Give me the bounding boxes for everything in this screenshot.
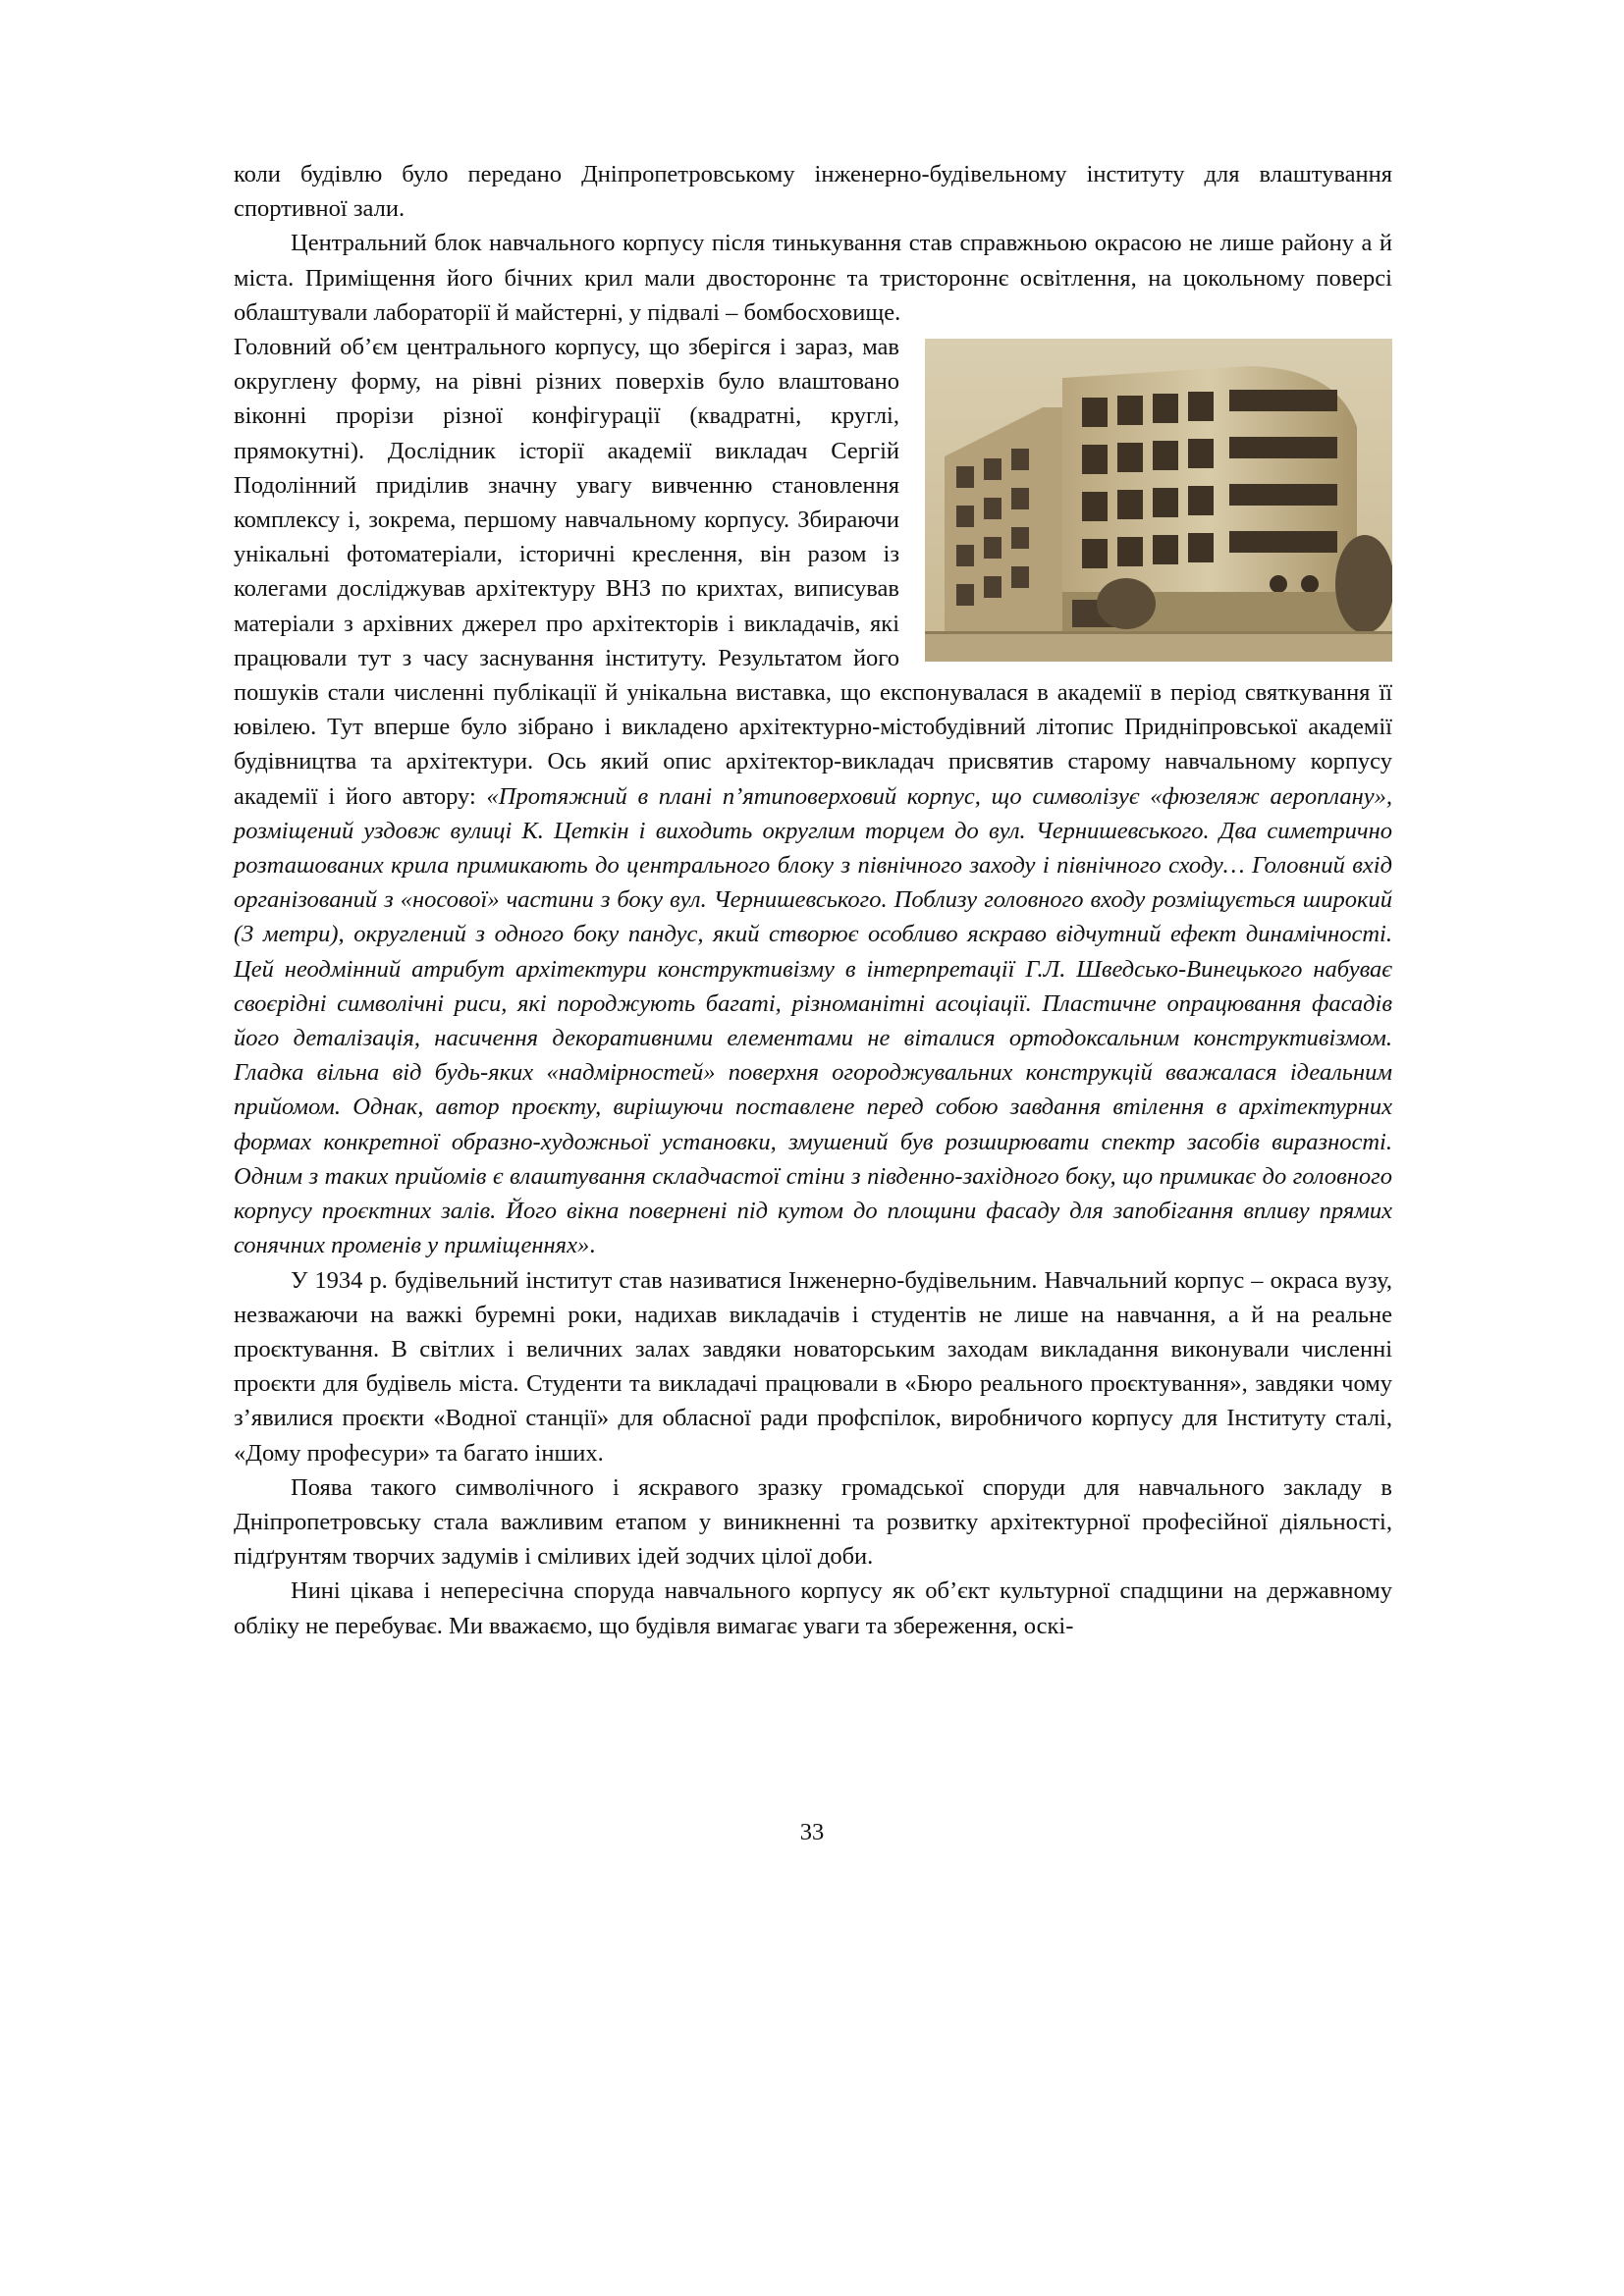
paragraph-main-volume [234,330,1392,1262]
page-number: 33 [799,1819,825,1845]
paragraph-main-volume-text: Головний об’єм центрального корпусу, що зберігся і зараз, мав округлену форму, на рівні різних поверхів було влаштовано віконні прорізи різної конфігурації (квадратні, круглі, прямокутні). Дослідник історії академії викладач Сергій Подолінний приділив значну увагу вивченню становлення комплексу і, зокрема, першому навчальному корпусу. Збираючи унікальні фотоматеріали, історичні креслення, він разом із колегами досліджував архітектуру ВНЗ по крихтах, виписував матеріали з архівних джерел про архітекторів і викладачів, які працювали тут з часу заснування інституту. Результатом його пошуків стали численні публікації й унікальна виставка, що експонувалася в академії в період святкування її ювілею. Тут вперше було зібрано і викладено архітектурно-містобудівний літопис Придніпровської академії будівництва та архітектури. Ось який опис архітектор-викладач присвятив старому навчальному корпусу академії і його автору: [234,334,1392,810]
paragraph-1934: У 1934 р. будівельний інститут став називатися Інженерно-будівельним. Навчальний корпус – окраса вузу, незважаючи на важкі буремні роки, надихав викладачів і студентів не лише на навчання, а й на реальне проєктування. В світлих і величних залах завдяки новаторським заходам викладання виконували численні проєкти для будівель міста. Студенти та викладачі працювали в «Бюро реального проєктування», завдяки чому з’явилися проєкти «Водної станції» для обласної ради профспілок, виробничого корпусу для Інституту сталі, «Дому професури» та багато інших. [234,1266,1392,1467]
historic-building-photo [925,339,1392,662]
paragraph-heritage: Нині цікава і непересічна споруда навчального корпусу як об’єкт культурної спадщини на державному обліку не перебуває. Ми вважаємо, що будівля вимагає уваги та збереження, оскі- [234,1577,1392,1639]
paragraph-significance: Поява такого символічного і яскравого зразку громадської споруди для навчального закладу в Дніпропетровську стала важливим етапом у виникненні та розвитку архітектурної професійної діяльності, підґрунтям творчих задумів і сміливих ідей зодчих цілої доби. [234,1473,1392,1571]
quotation: «Протяжний в плані п’ятиповерховий корпус, що символізує «фюзеляж аероплану», розміщений уздовж вулиці К. Цеткін і виходить округлим торцем до вул. Чернишевського. Два симетрично розташованих крила примикають до центрального блоку з північного заходу і північного сходу… Головний вхід організований з «носової» частини з боку вул. Чернишевського. Поблизу головного входу розміщується широкий (3 метри), округлений з одного боку пандус, який створює особливо яскраво відчутний ефект динамічності. Цей неодмінний атрибут архітектури конструктивізму в інтерпретації Г.Л. Шведсько-Винецького набуває своєрідні символічні риси, які породжують багаті, різноманітні асоціації. Пластичне опрацювання фасадів його деталізація, насичення декоративними елементами не віталися ортодоксальним конструктивізмом. Гладка вільна від будь-яких «надмірностей» поверхня огороджувальних конструкцій вважалася ідеальним прийомом. Однак, автор проєкту, вирішуючи поставлене перед собою завдання втілення в архітектурних формах конкретної образно-художньої установки, змушений був розширювати спектр засобів виразності. Одним з таких прийомів є влаштування складчастої стіни з південно-західного боку, що примикає до головного корпусу проєктних залів. Його вікна повернені під кутом до площини фасаду для запобігання впливу прямих сонячних променів у приміщеннях» [234,782,1392,1259]
quotation-end: . [589,1232,596,1259]
article-body [234,157,1392,1643]
paragraph-central-block: Центральний блок навчального корпусу після тинькування став справжньою окрасою не лише району а й міста. Приміщення його бічних крил мали двостороннє та тристороннє освітлення, на цокольному поверсі облаштували лабораторії й майстерні, у підвалі – бомбосховище. [234,230,1392,326]
paragraph-continuation: коли будівлю було передано Дніпропетровському інженерно-будівельному інституту для влаштування спортивної зали. [234,161,1392,223]
